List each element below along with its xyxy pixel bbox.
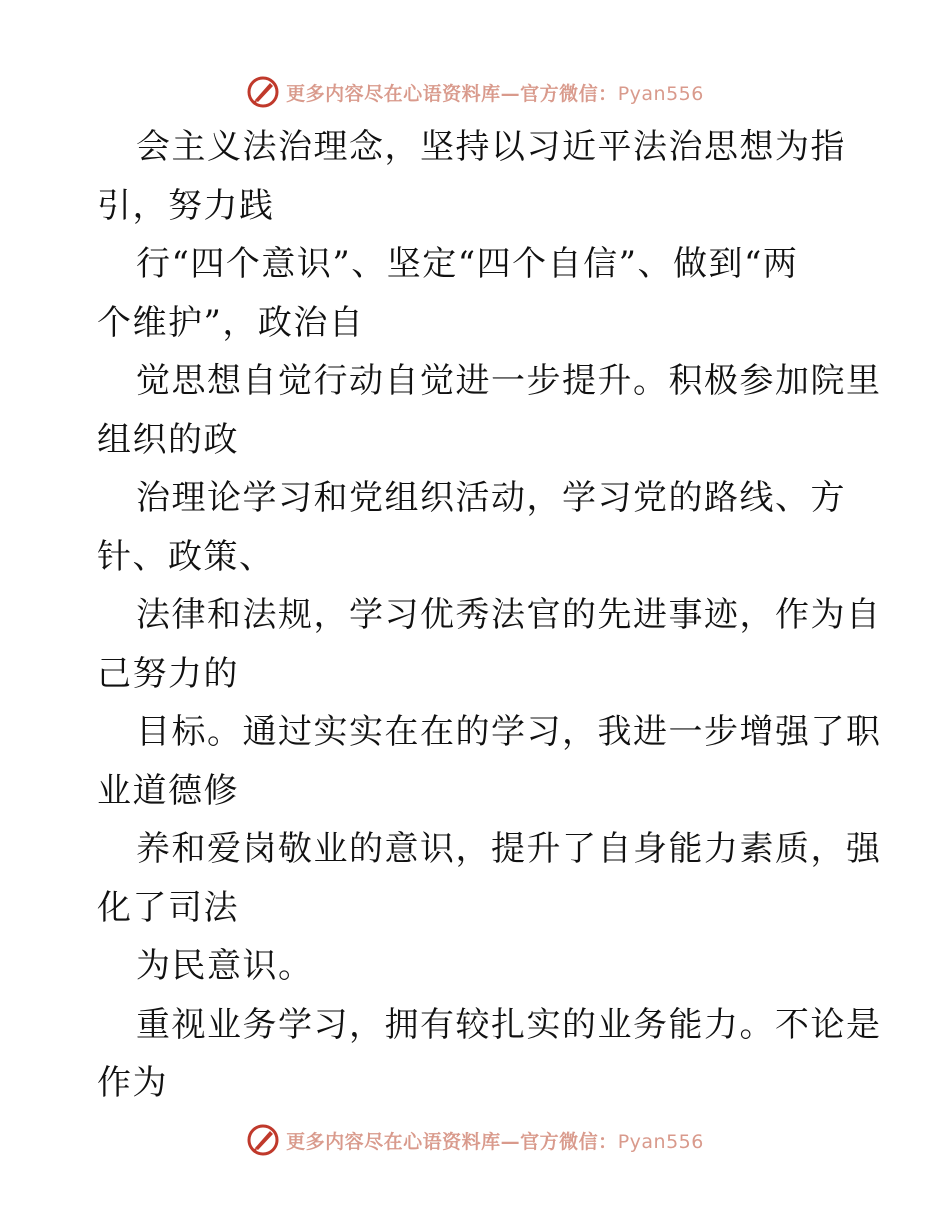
text-line: 针、政策、 — [97, 536, 275, 577]
text-line: 引，努力践 — [97, 185, 275, 226]
header-banner — [0, 72, 950, 112]
text-line: 治理论学习和党组织活动，学习党的路线、方 — [136, 478, 846, 518]
banner-text: 更多内容尽在心语资料库—官方微信：Pyan556 — [286, 82, 704, 105]
body-text — [97, 118, 882, 1113]
text-line: 组织的政 — [97, 419, 239, 460]
text-line: 个维护”，政治自 — [97, 302, 365, 343]
text-line: 法律和法规，学习优秀法官的先进事迹，作为自 — [136, 595, 882, 635]
text-line: 觉思想自觉行动自觉进一步提升。积极参加院里 — [136, 361, 882, 401]
text-line: 己努力的 — [97, 653, 239, 694]
text-line: 作为 — [97, 1063, 168, 1103]
footer-banner — [0, 1120, 950, 1160]
text-line: 会主义法治理念，坚持以习近平法治思想为指 — [136, 127, 846, 167]
banner-text: 更多内容尽在心语资料库—官方微信：Pyan556 — [286, 1130, 704, 1153]
text-line: 目标。通过实实在在的学习，我进一步增强了职 — [136, 712, 882, 752]
text-line: 养和爱岗敬业的意识，提升了自身能力素质，强 — [136, 829, 882, 869]
quill-pen-circle-icon — [246, 75, 280, 109]
quill-pen-circle-icon — [246, 1123, 280, 1157]
text-line: 为民意识。 — [136, 946, 314, 986]
text-line: 业道德修 — [97, 770, 239, 811]
text-line: 重视业务学习，拥有较扎实的业务能力。不论是 — [136, 1004, 882, 1045]
text-line: 化了司法 — [97, 887, 239, 928]
text-line: 行“四个意识”、坚定“四个自信”、做到“两 — [136, 244, 799, 284]
